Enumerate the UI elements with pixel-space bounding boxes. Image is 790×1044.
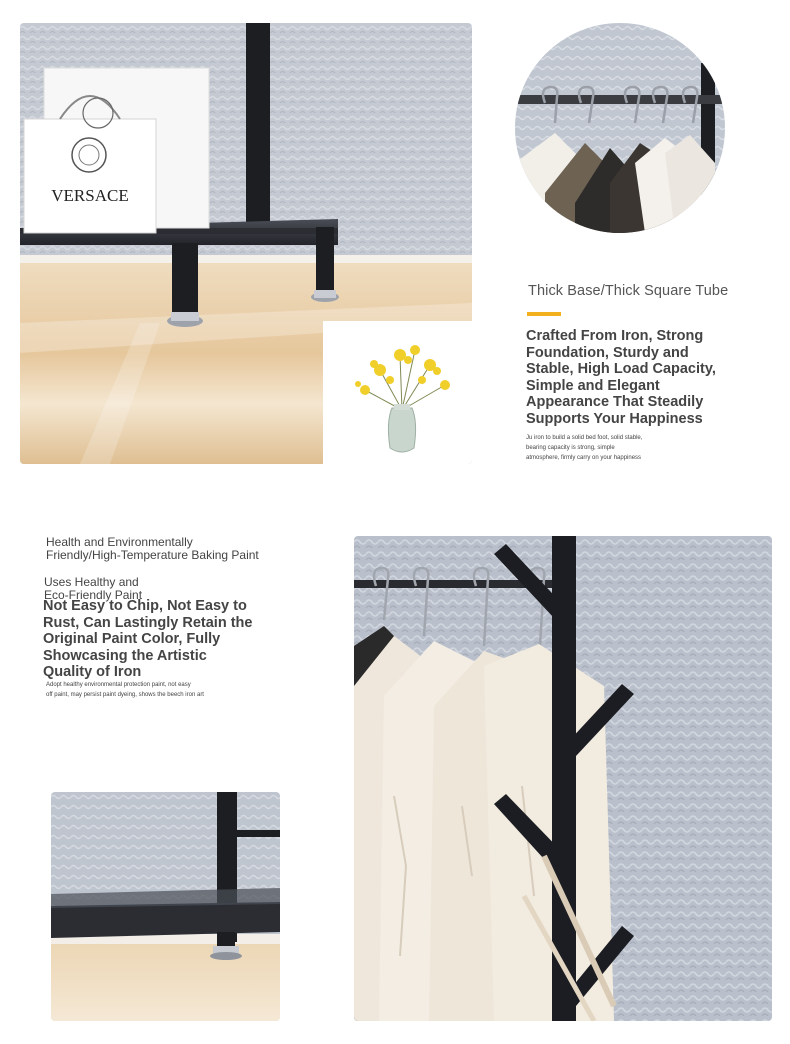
main-line: Not Easy to Chip, Not Easy to	[43, 598, 247, 614]
section-top-main-text: Crafted From Iron, Strong Foundation, Sturdy and Stable, High Load Capacity, Simple and Elegant Appearance That Steadily Supports Your Happiness	[526, 328, 716, 427]
section-top-heading: Thick Base/Thick Square Tube	[528, 283, 729, 299]
flower-vase-image	[340, 340, 465, 460]
bag-brand-text: VERSACE	[51, 186, 129, 205]
product-photo-shelf	[51, 792, 280, 1021]
product-photo-coat-tree	[354, 536, 772, 1021]
main-line: Original Paint Color, Fully	[43, 631, 221, 647]
heading-line: Health and Environmentally	[46, 535, 193, 549]
small-line: Ju iron to build a solid bed foot, solid stable,	[526, 435, 643, 441]
small-line: Adopt healthy environmental protection paint, not easy	[46, 682, 191, 688]
small-line: bearing capacity is strong, simple	[526, 445, 615, 451]
section-bottom-heading	[46, 536, 286, 562]
accent-bar	[527, 312, 561, 316]
small-line: off paint, may persist paint dyeing, shows the beech iron art	[46, 692, 204, 698]
main-line: Showcasing the Artistic	[43, 647, 207, 664]
sub-line: Eco-Friendly Paint	[44, 588, 143, 602]
section-bottom-main	[43, 598, 283, 681]
small-line: atmosphere, firmly carry on your happiness	[526, 455, 642, 461]
section-bottom-small	[46, 680, 286, 700]
main-line: Rust, Can Lastingly Retain the	[43, 614, 253, 631]
section-top-small-text	[526, 433, 726, 463]
heading-line: Friendly/High-Temperature Baking Paint	[46, 548, 259, 562]
sub-line: Uses Healthy and	[44, 575, 139, 589]
main-line: Quality of Iron	[43, 664, 142, 680]
detail-circle-hangers	[515, 23, 725, 233]
